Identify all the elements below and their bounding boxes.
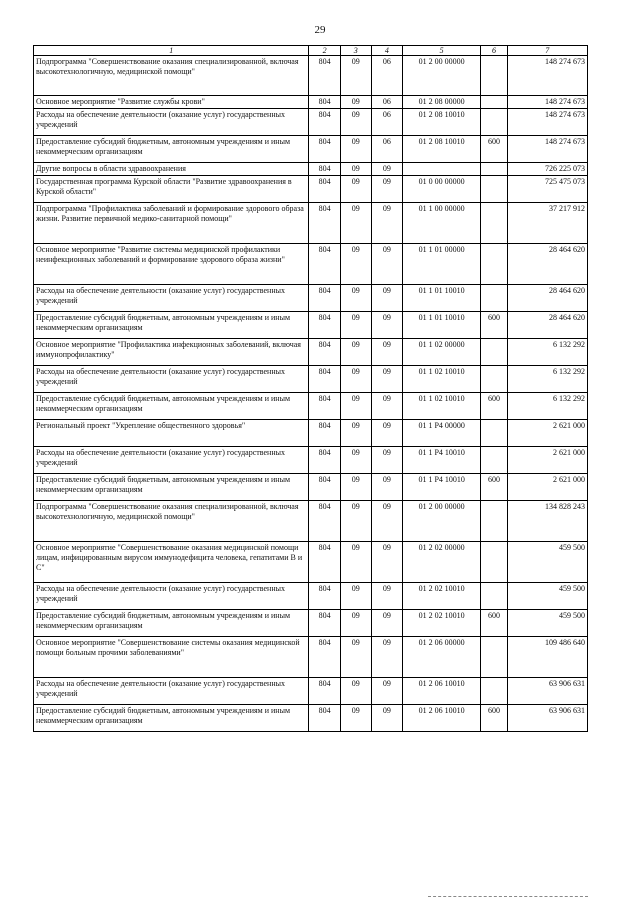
- row-name-cell: Расходы на обеспечение деятельности (оказание услуг) государственных учреждений: [34, 285, 309, 312]
- header-col-2: 2: [309, 46, 340, 56]
- row-target-article-cell: 01 1 01 00000: [402, 244, 480, 285]
- row-subsection-cell: 06: [371, 56, 402, 96]
- table-row: [34, 96, 588, 109]
- row-section-cell: 09: [340, 136, 371, 163]
- table-row: [34, 136, 588, 163]
- row-name-cell: Основное мероприятие "Развитие службы крови": [34, 96, 309, 109]
- row-section-cell: 09: [340, 312, 371, 339]
- row-subsection-cell: 09: [371, 474, 402, 501]
- table-row: [34, 420, 588, 447]
- table-row: [34, 285, 588, 312]
- row-sum-cell: 6 132 292: [507, 393, 587, 420]
- header-col-7: 7: [507, 46, 587, 56]
- row-name-cell: Другие вопросы в области здравоохранения: [34, 163, 309, 176]
- row-grbs-cell: 804: [309, 447, 340, 474]
- row-target-article-cell: 01 2 06 10010: [402, 705, 480, 732]
- row-expense-type-cell: [481, 637, 507, 678]
- row-section-cell: 09: [340, 678, 371, 705]
- table-body: [34, 56, 588, 732]
- table-row: [34, 312, 588, 339]
- row-section-cell: 09: [340, 96, 371, 109]
- row-section-cell: 09: [340, 56, 371, 96]
- row-expense-type-cell: [481, 285, 507, 312]
- row-target-article-cell: 01 2 08 10010: [402, 109, 480, 136]
- row-sum-cell: 6 132 292: [507, 366, 587, 393]
- footer-line: [428, 896, 588, 897]
- row-target-article-cell: 01 2 06 00000: [402, 637, 480, 678]
- row-subsection-cell: 09: [371, 176, 402, 203]
- header-col-6: 6: [481, 46, 507, 56]
- row-name-cell: Подпрограмма "Совершенствование оказания специализированной, включая высокотехнологичную, медицинской помощи": [34, 56, 309, 96]
- row-sum-cell: 28 464 620: [507, 312, 587, 339]
- row-sum-cell: 148 274 673: [507, 136, 587, 163]
- row-name-cell: Предоставление субсидий бюджетным, автономным учреждениям и иным некоммерческим организациям: [34, 393, 309, 420]
- row-subsection-cell: 09: [371, 583, 402, 610]
- row-sum-cell: 725 475 073: [507, 176, 587, 203]
- header-col-1: 1: [34, 46, 309, 56]
- table-row: [34, 678, 588, 705]
- row-grbs-cell: 804: [309, 244, 340, 285]
- row-section-cell: 09: [340, 542, 371, 583]
- row-target-article-cell: 01 1 P4 00000: [402, 420, 480, 447]
- row-expense-type-cell: [481, 244, 507, 285]
- row-name-cell: Предоставление субсидий бюджетным, автономным учреждениям и иным некоммерческим организациям: [34, 136, 309, 163]
- row-target-article-cell: 01 1 P4 10010: [402, 447, 480, 474]
- row-name-cell: Предоставление субсидий бюджетным, автономным учреждениям и иным некоммерческим организациям: [34, 312, 309, 339]
- table-row: [34, 244, 588, 285]
- row-name-cell: Государственная программа Курской области "Развитие здравоохранения в Курской области": [34, 176, 309, 203]
- row-target-article-cell: 01 1 P4 10010: [402, 474, 480, 501]
- row-sum-cell: 28 464 620: [507, 285, 587, 312]
- row-expense-type-cell: 600: [481, 393, 507, 420]
- row-sum-cell: 2 621 000: [507, 447, 587, 474]
- row-grbs-cell: 804: [309, 176, 340, 203]
- row-expense-type-cell: [481, 56, 507, 96]
- row-expense-type-cell: 600: [481, 136, 507, 163]
- row-sum-cell: 63 906 631: [507, 678, 587, 705]
- row-name-cell: Расходы на обеспечение деятельности (оказание услуг) государственных учреждений: [34, 678, 309, 705]
- row-section-cell: 09: [340, 420, 371, 447]
- row-subsection-cell: 09: [371, 678, 402, 705]
- row-target-article-cell: 01 1 02 10010: [402, 366, 480, 393]
- row-sum-cell: 726 225 073: [507, 163, 587, 176]
- row-subsection-cell: 09: [371, 420, 402, 447]
- row-target-article-cell: 01 1 02 10010: [402, 393, 480, 420]
- row-target-article-cell: 01 2 02 10010: [402, 583, 480, 610]
- row-sum-cell: 63 906 631: [507, 705, 587, 732]
- row-grbs-cell: 804: [309, 109, 340, 136]
- table-row: [34, 203, 588, 244]
- row-grbs-cell: 804: [309, 163, 340, 176]
- row-section-cell: 09: [340, 176, 371, 203]
- row-expense-type-cell: [481, 501, 507, 542]
- row-grbs-cell: 804: [309, 542, 340, 583]
- row-section-cell: 09: [340, 705, 371, 732]
- row-name-cell: Основное мероприятие "Совершенствование оказания медицинской помощи лицам, инфицированным вирусом иммунодефицита человека, гепатитами В и С": [34, 542, 309, 583]
- row-target-article-cell: 01 1 00 00000: [402, 203, 480, 244]
- row-section-cell: 09: [340, 203, 371, 244]
- row-subsection-cell: 06: [371, 109, 402, 136]
- row-grbs-cell: 804: [309, 393, 340, 420]
- table-row: [34, 109, 588, 136]
- row-subsection-cell: 09: [371, 203, 402, 244]
- row-subsection-cell: 06: [371, 96, 402, 109]
- row-grbs-cell: 804: [309, 678, 340, 705]
- row-target-article-cell: 01 1 01 10010: [402, 285, 480, 312]
- table-row: [34, 447, 588, 474]
- row-sum-cell: 109 486 640: [507, 637, 587, 678]
- row-expense-type-cell: 600: [481, 474, 507, 501]
- row-grbs-cell: 804: [309, 637, 340, 678]
- row-sum-cell: 459 500: [507, 583, 587, 610]
- row-name-cell: Основное мероприятие "Профилактика инфекционных заболеваний, включая иммунопрофилактику": [34, 339, 309, 366]
- row-section-cell: 09: [340, 637, 371, 678]
- row-expense-type-cell: [481, 420, 507, 447]
- row-grbs-cell: 804: [309, 420, 340, 447]
- table-header-row: [34, 46, 588, 56]
- row-sum-cell: 459 500: [507, 542, 587, 583]
- row-expense-type-cell: 600: [481, 312, 507, 339]
- row-target-article-cell: 01 1 01 10010: [402, 312, 480, 339]
- row-expense-type-cell: [481, 447, 507, 474]
- row-expense-type-cell: [481, 339, 507, 366]
- row-name-cell: Предоставление субсидий бюджетным, автономным учреждениям и иным некоммерческим организациям: [34, 610, 309, 637]
- row-sum-cell: 134 828 243: [507, 501, 587, 542]
- row-subsection-cell: 09: [371, 244, 402, 285]
- row-name-cell: Расходы на обеспечение деятельности (оказание услуг) государственных учреждений: [34, 583, 309, 610]
- row-section-cell: 09: [340, 583, 371, 610]
- row-target-article-cell: 01 2 08 00000: [402, 96, 480, 109]
- row-subsection-cell: 09: [371, 542, 402, 583]
- row-name-cell: Подпрограмма "Совершенствование оказания специализированной, включая высокотехнологичную, медицинской помощи": [34, 501, 309, 542]
- row-grbs-cell: 804: [309, 474, 340, 501]
- row-expense-type-cell: 600: [481, 610, 507, 637]
- row-grbs-cell: 804: [309, 366, 340, 393]
- row-section-cell: 09: [340, 366, 371, 393]
- row-grbs-cell: 804: [309, 583, 340, 610]
- table-row: [34, 637, 588, 678]
- row-section-cell: 09: [340, 393, 371, 420]
- row-grbs-cell: 804: [309, 312, 340, 339]
- table-row: [34, 56, 588, 96]
- row-section-cell: 09: [340, 339, 371, 366]
- row-section-cell: 09: [340, 109, 371, 136]
- row-target-article-cell: 01 2 00 00000: [402, 56, 480, 96]
- header-col-4: 4: [371, 46, 402, 56]
- row-expense-type-cell: [481, 96, 507, 109]
- row-subsection-cell: 09: [371, 393, 402, 420]
- row-sum-cell: 459 500: [507, 610, 587, 637]
- row-expense-type-cell: [481, 678, 507, 705]
- row-name-cell: Подпрограмма "Профилактика заболеваний и формирование здорового образа жизни. Развитие первичной медико-санитарной помощи": [34, 203, 309, 244]
- row-grbs-cell: 804: [309, 705, 340, 732]
- row-section-cell: 09: [340, 285, 371, 312]
- row-sum-cell: 148 274 673: [507, 96, 587, 109]
- row-expense-type-cell: [481, 109, 507, 136]
- row-name-cell: Предоставление субсидий бюджетным, автономным учреждениям и иным некоммерческим организациям: [34, 474, 309, 501]
- row-subsection-cell: 09: [371, 339, 402, 366]
- row-target-article-cell: 01 2 08 10010: [402, 136, 480, 163]
- row-grbs-cell: 804: [309, 285, 340, 312]
- row-subsection-cell: 06: [371, 136, 402, 163]
- row-target-article-cell: [402, 163, 480, 176]
- table-row: [34, 610, 588, 637]
- row-grbs-cell: 804: [309, 501, 340, 542]
- row-target-article-cell: 01 1 02 00000: [402, 339, 480, 366]
- row-name-cell: Региональный проект "Укрепление общественного здоровья": [34, 420, 309, 447]
- row-subsection-cell: 09: [371, 610, 402, 637]
- row-subsection-cell: 09: [371, 366, 402, 393]
- budget-table: [33, 45, 588, 732]
- page-number: 29: [314, 24, 326, 36]
- row-name-cell: Расходы на обеспечение деятельности (оказание услуг) государственных учреждений: [34, 447, 309, 474]
- row-subsection-cell: 09: [371, 285, 402, 312]
- row-grbs-cell: 804: [309, 610, 340, 637]
- row-section-cell: 09: [340, 244, 371, 285]
- row-expense-type-cell: [481, 542, 507, 583]
- row-expense-type-cell: 600: [481, 705, 507, 732]
- table-row: [34, 705, 588, 732]
- row-sum-cell: 148 274 673: [507, 56, 587, 96]
- row-expense-type-cell: [481, 203, 507, 244]
- row-sum-cell: 6 132 292: [507, 339, 587, 366]
- table-row: [34, 474, 588, 501]
- row-name-cell: Предоставление субсидий бюджетным, автономным учреждениям и иным некоммерческим организациям: [34, 705, 309, 732]
- row-expense-type-cell: [481, 176, 507, 203]
- row-name-cell: Основное мероприятие "Развитие системы медицинской профилактики неинфекционных заболеваний и формирование здорового образа жизни": [34, 244, 309, 285]
- table-row: [34, 393, 588, 420]
- row-grbs-cell: 804: [309, 136, 340, 163]
- row-target-article-cell: 01 0 00 00000: [402, 176, 480, 203]
- row-sum-cell: 37 217 912: [507, 203, 587, 244]
- row-target-article-cell: 01 2 06 10010: [402, 678, 480, 705]
- row-sum-cell: 148 274 673: [507, 109, 587, 136]
- row-name-cell: Расходы на обеспечение деятельности (оказание услуг) государственных учреждений: [34, 109, 309, 136]
- row-name-cell: Основное мероприятие "Совершенствование системы оказания медицинской помощи больным прочими заболеваниями": [34, 637, 309, 678]
- table-row: [34, 501, 588, 542]
- row-subsection-cell: 09: [371, 501, 402, 542]
- row-section-cell: 09: [340, 474, 371, 501]
- row-sum-cell: 2 621 000: [507, 420, 587, 447]
- row-grbs-cell: 804: [309, 96, 340, 109]
- row-section-cell: 09: [340, 447, 371, 474]
- row-expense-type-cell: [481, 366, 507, 393]
- row-expense-type-cell: [481, 583, 507, 610]
- row-subsection-cell: 09: [371, 447, 402, 474]
- row-expense-type-cell: [481, 163, 507, 176]
- header-col-5: 5: [402, 46, 480, 56]
- table-row: [34, 176, 588, 203]
- row-section-cell: 09: [340, 163, 371, 176]
- row-grbs-cell: 804: [309, 56, 340, 96]
- table-row: [34, 583, 588, 610]
- row-subsection-cell: 09: [371, 163, 402, 176]
- row-target-article-cell: 01 2 02 10010: [402, 610, 480, 637]
- row-sum-cell: 28 464 620: [507, 244, 587, 285]
- table-row: [34, 542, 588, 583]
- row-target-article-cell: 01 2 02 00000: [402, 542, 480, 583]
- row-name-cell: Расходы на обеспечение деятельности (оказание услуг) государственных учреждений: [34, 366, 309, 393]
- table-row: [34, 339, 588, 366]
- row-subsection-cell: 09: [371, 637, 402, 678]
- row-target-article-cell: 01 2 00 00000: [402, 501, 480, 542]
- row-section-cell: 09: [340, 501, 371, 542]
- row-sum-cell: 2 621 000: [507, 474, 587, 501]
- row-section-cell: 09: [340, 610, 371, 637]
- row-subsection-cell: 09: [371, 705, 402, 732]
- row-grbs-cell: 804: [309, 203, 340, 244]
- row-grbs-cell: 804: [309, 339, 340, 366]
- header-col-3: 3: [340, 46, 371, 56]
- table-row: [34, 163, 588, 176]
- table-row: [34, 366, 588, 393]
- row-subsection-cell: 09: [371, 312, 402, 339]
